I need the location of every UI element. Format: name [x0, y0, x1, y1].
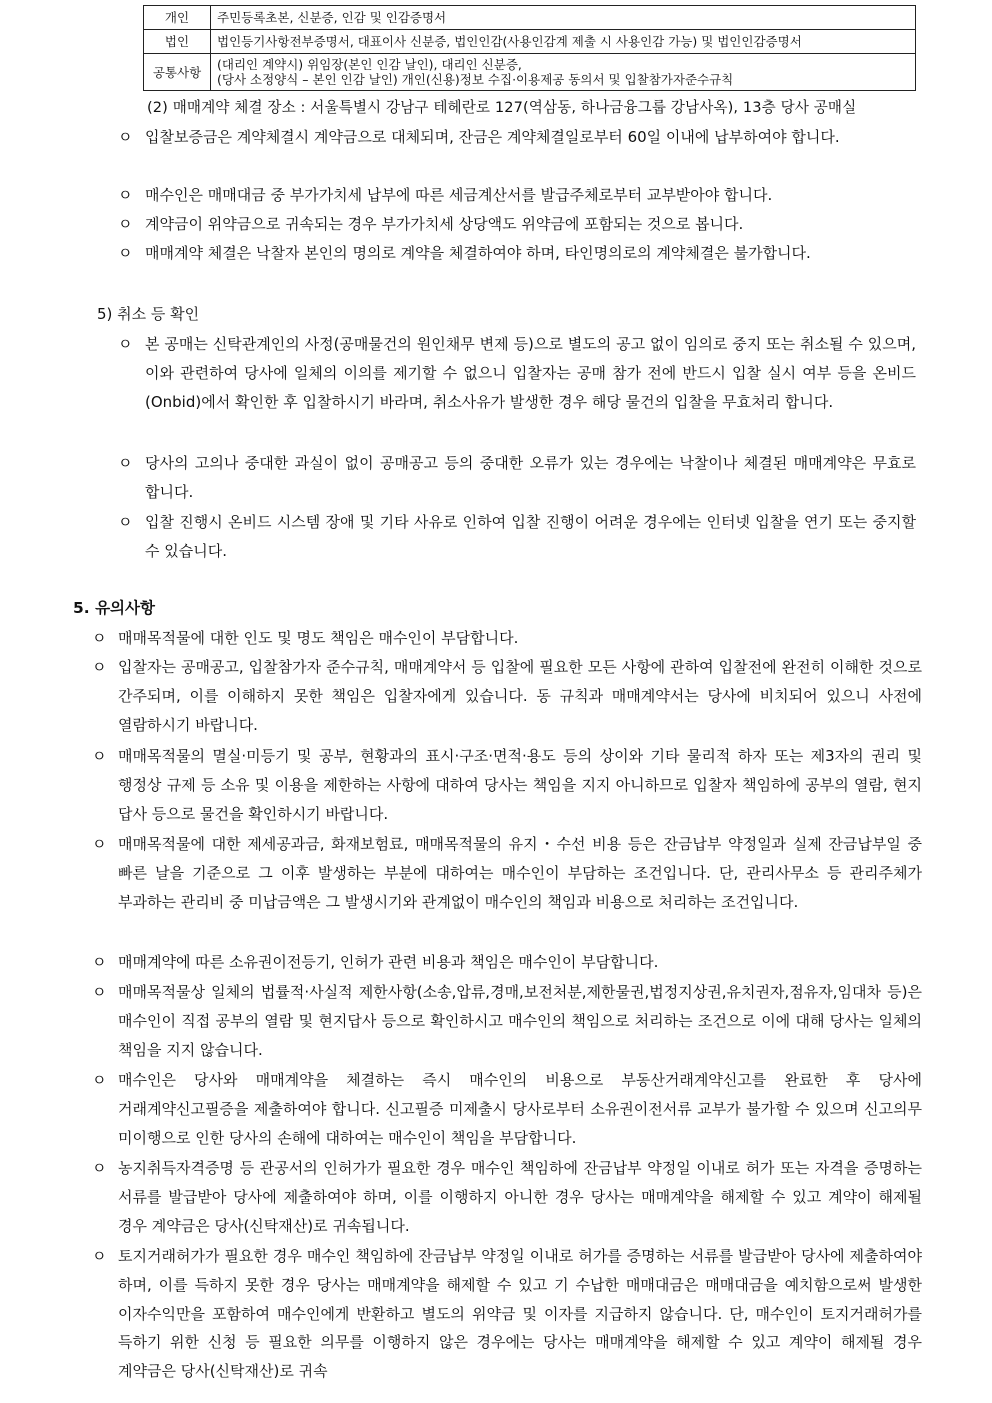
bullet-icon: ㅇ	[92, 983, 107, 1001]
list-item: 매매목적물에 대한 인도 및 명도 책임은 매수인이 부담합니다.	[118, 629, 519, 647]
bullet-icon: ㅇ	[92, 953, 107, 971]
table-category-cell: 공통사항	[144, 54, 211, 91]
bullet-icon: ㅇ	[92, 747, 107, 765]
table-category-cell: 개인	[144, 6, 211, 30]
bullet-icon: ㅇ	[118, 244, 133, 262]
table-cell-text: 주민등록초본, 신분증, 인감 및 인감증명서	[217, 10, 447, 25]
list-item: 입찰보증금은 계약체결시 계약금으로 대체되며, 잔금은 계약체결일로부터 60일 이내에 납부하여야 합니다.	[145, 128, 840, 146]
list-item: 입찰 진행시 온비드 시스템 장애 및 기타 사유로 인하여 입찰 진행이 어려운 경우에는 인터넷 입찰을 연기 또는 중지할 수 있습니다.	[145, 513, 916, 560]
table-content-cell	[211, 30, 916, 54]
list-item: 매매계약에 따른 소유권이전등기, 인허가 관련 비용과 책임은 매수인이 부담합니다.	[118, 953, 659, 971]
bullet-icon: ㅇ	[92, 1071, 107, 1089]
bullet-icon: ㅇ	[92, 629, 107, 647]
list-item: 계약금이 위약금으로 귀속되는 경우 부가가치세 상당액도 위약금에 포함되는 것으로 봅니다.	[145, 215, 744, 233]
table-row	[144, 6, 916, 30]
bullet-icon: ㅇ	[92, 835, 107, 853]
table-content-cell	[211, 54, 916, 91]
table-row	[144, 54, 916, 91]
required-documents-table	[143, 5, 916, 91]
caution-section-title: 5. 유의사항	[73, 599, 155, 617]
bullet-icon: ㅇ	[118, 513, 133, 531]
cancel-section-title: 5) 취소 등 확인	[97, 305, 200, 323]
bullet-icon: ㅇ	[118, 215, 133, 233]
list-item: 당사의 고의나 중대한 과실이 없이 공매공고 등의 중대한 오류가 있는 경우에는 낙찰이나 체결된 매매계약은 무효로 합니다.	[145, 454, 916, 501]
bullet-icon: ㅇ	[118, 335, 133, 353]
bullet-icon: ㅇ	[118, 454, 133, 472]
table-cell-text: (당사 소정양식 – 본인 인감 날인) 개인(신용)정보 수집·이용제공 동의서 및 입찰참가자준수규칙	[217, 72, 734, 87]
table-row	[144, 30, 916, 54]
list-item: 입찰자는 공매공고, 입찰참가자 준수규칙, 매매계약서 등 입찰에 필요한 모든 사항에 관하여 입찰전에 완전히 이해한 것으로 간주되며, 이를 이해하지 못한 책임은 입찰자에게 있습니다. 동 규칙과 매매계약서는 당사에 비치되어 있으니 사전에 열람하시기 바랍니다.	[118, 658, 922, 734]
list-item: 매수인은 당사와 매매계약을 체결하는 즉시 매수인의 비용으로 부동산거래계약신고를 완료한 후 당사에 거래계약신고필증을 제출하여야 합니다. 신고필증 미제출시 당사로부터 소유권이전서류 교부가 불가할 수 있으며 신고의무 미이행으로 인한 당사의 손해에 대하여는 매수인이 책임을 부담합니다.	[118, 1071, 922, 1147]
table-cell-text: (대리인 계약시) 위임장(본인 인감 날인), 대리인 신분증,	[217, 57, 522, 72]
list-item: 매매계약 체결은 낙찰자 본인의 명의로 계약을 체결하여야 하며, 타인명의로의 계약체결은 불가합니다.	[145, 244, 811, 262]
bullet-icon: ㅇ	[92, 1247, 107, 1265]
list-item: 매매목적물에 대한 제세공과금, 화재보험료, 매매목적물의 유지・수선 비용 등은 잔금납부 약정일과 실제 잔금납부일 중 빠른 날을 기준으로 그 이후 발생하는 부분에 대하여는 매수인이 부담하는 조건입니다. 단, 관리사무소 등 관리주체가 부과하는 관리비 중 미납금액은 그 발생시기와 관계없이 매수인의 책임과 비용으로 처리하는 조건입니다.	[118, 835, 922, 911]
list-item: 농지취득자격증명 등 관공서의 인허가가 필요한 경우 매수인 책임하에 잔금납부 약정일 이내로 허가 또는 자격을 증명하는 서류를 발급받아 당사에 제출하여야 하며, 이를 이행하지 아니한 경우 당사는 매매계약을 해제할 수 있고 계약이 해제될 경우 계약금은 당사(신탁재산)로 귀속됩니다.	[118, 1159, 922, 1235]
list-item: 매수인은 매매대금 중 부가가치세 납부에 따른 세금계산서를 발급주체로부터 교부받아야 합니다.	[145, 186, 773, 204]
bullet-icon: ㅇ	[92, 1159, 107, 1177]
bullet-icon: ㅇ	[92, 658, 107, 676]
list-item: 매매목적물상 일체의 법률적·사실적 제한사항(소송,압류,경매,보전처분,제한물권,법정지상권,유치권자,점유자,임대차 등)은 매수인이 직접 공부의 열람 및 현지답사 등으로 확인하시고 매수인의 책임으로 처리하는 조건으로 이에 대해 당사는 일체의 책임을 지지 않습니다.	[118, 983, 922, 1059]
list-item: 본 공매는 신탁관계인의 사정(공매물건의 원인채무 변제 등)으로 별도의 공고 없이 임의로 중지 또는 취소될 수 있으며, 이와 관련하여 당사에 일체의 이의를 제기할 수 없으니 입찰자는 공매 참가 전에 반드시 입찰 실시 여부 등을 온비드(Onbid)에서 확인한 후 입찰하시기 바라며, 취소사유가 발생한 경우 해당 물건의 입찰을 무효처리 합니다.	[145, 335, 916, 411]
list-item: 토지거래허가가 필요한 경우 매수인 책임하에 잔금납부 약정일 이내로 허가를 증명하는 서류를 발급받아 당사에 제출하여야 하며, 이를 득하지 못한 경우 당사는 매매계약을 해제할 수 있고 기 수납한 매매대금은 매매대금을 예치함으로써 발생한 이자수익만을 포함하여 매수인에게 반환하고 별도의 위약금 및 이자를 지급하지 않습니다. 단, 매수인이 토지거래허가를 득하기 위한 신청 등 필요한 의무를 이행하지 않은 경우에는 당사는 매매계약을 해제할 수 있고 계약이 해제될 경우 계약금은 당사(신탁재산)로 귀속	[118, 1247, 922, 1381]
table-cell-text: 법인등기사항전부증명서, 대표이사 신분증, 법인인감(사용인감계 제출 시 사용인감 가능) 및 법인인감증명서	[217, 34, 802, 49]
list-item: 매매목적물의 멸실·미등기 및 공부, 현황과의 표시·구조·면적·용도 등의 상이와 기타 물리적 하자 또는 제3자의 권리 및 행정상 규제 등 소유 및 이용을 제한하는 사항에 대하여 당사는 책임을 지지 아니하므로 입찰자 책임하에 공부의 열람, 현지 답사 등으로 물건을 확인하시기 바랍니다.	[118, 747, 922, 823]
bullet-icon: ㅇ	[118, 186, 133, 204]
contract-place-line: (2) 매매계약 체결 장소 : 서울특별시 강남구 테헤란로 127(역삼동, 하나금융그룹 강남사옥), 13층 당사 공매실	[147, 99, 857, 116]
table-category-cell: 법인	[144, 30, 211, 54]
table-content-cell	[211, 6, 916, 30]
bullet-icon: ㅇ	[118, 128, 133, 146]
